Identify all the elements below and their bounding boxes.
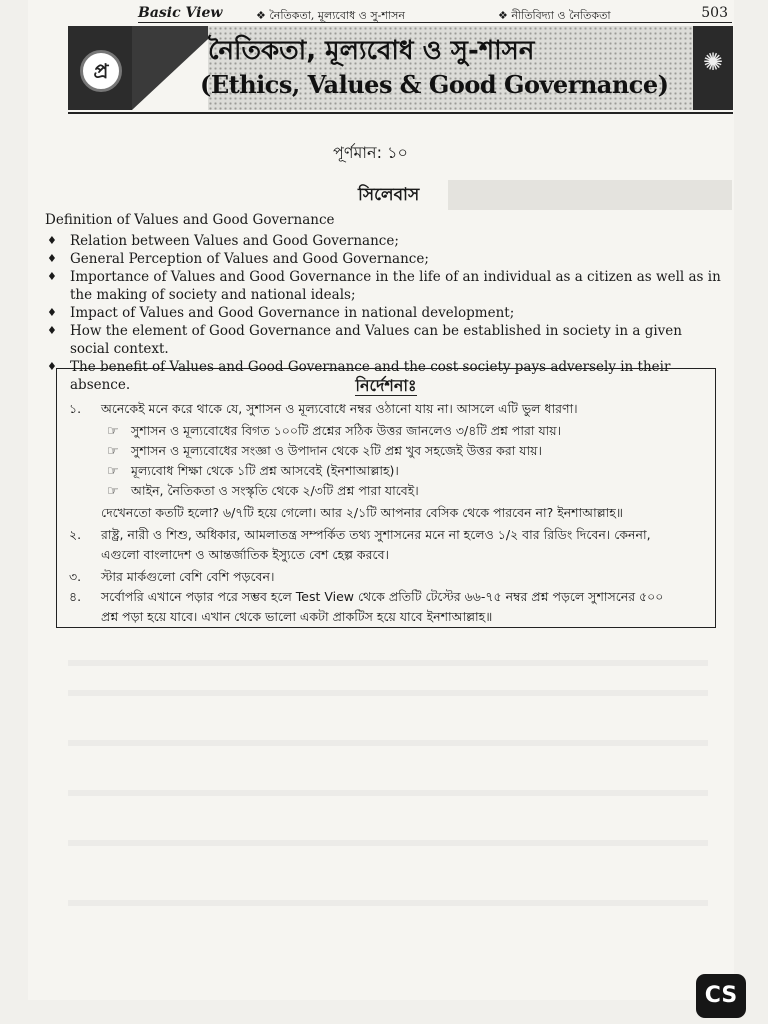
instruction-item-3: ৩. স্টার মার্কগুলো বেশি বেশি পড়বেন। [69, 569, 275, 584]
instruction-subitem: ☞ সুশাসন ও মূল্যবোধের বিগত ১০০টি প্রশ্নের সঠিক উত্তর জানলেও ৩/৪টি প্রশ্ন পারা যায়। [107, 421, 707, 442]
bullet-diamond-icon: ♦ [47, 324, 57, 337]
bullet-diamond-icon: ♦ [47, 234, 57, 247]
header-chapter: ❖ নৈতিকতা, মূল্যবোধ ও সু-শাসন [256, 9, 405, 22]
syllabus-item: ♦ Impact of Values and Good Governance in national development; [47, 305, 515, 321]
bullet-diamond-icon: ♦ [47, 360, 57, 373]
bullet-diamond-icon: ♦ [47, 306, 57, 319]
full-marks: পূর্ণমান: ১০ [333, 143, 408, 162]
syllabus-item: ♦ How the element of Good Governance and Values can be established in society in a given social context. [47, 323, 682, 357]
chapter-title-bengali: নৈতিকতা, মূল্যবোধ ও সু-শাসন [208, 36, 535, 66]
instruction-item-1: ১. অনেকেই মনে করে থাকে যে, সুশাসন ও মূল্যবোধে নম্বর ওঠানো যায় না। আসলে এটি ভুল ধারণা। [69, 401, 578, 416]
book-page [28, 0, 734, 1000]
syllabus-title: সিলেবাস [358, 185, 420, 205]
instructions-box [56, 368, 716, 628]
header-subject: ❖ নীতিবিদ্যা ও নৈতিকতা [498, 9, 611, 22]
syllabus-item: ♦ Relation between Values and Good Governance; [47, 233, 399, 249]
camscanner-watermark: CS [696, 974, 746, 1018]
chapter-banner [68, 26, 733, 110]
instruction-item-2: ২. রাষ্ট্র, নারী ও শিশু, অধিকার, আমলাতন্ত্র সম্পর্কিত তথ্য সুশাসনের মনে না হলেও ১/২ বার রিডিং দিবেন। কেননা, এগুলো বাংলাদেশ ও আন্তর্জাতিক ইস্যুতে বেশ হেল্প করবে। [69, 527, 651, 562]
bleed-through [68, 660, 708, 666]
syllabus-item: ♦ General Perception of Values and Good Governance; [47, 251, 429, 267]
pointing-hand-icon: ☞ [107, 424, 119, 439]
publisher-logo-icon: প্র [80, 50, 122, 92]
bleed-through [68, 690, 708, 696]
instructions-title: নির্দেশনাঃ [355, 376, 417, 395]
scan-smudge [448, 180, 732, 210]
syllabus-item: ♦ Importance of Values and Good Governance in the life of an individual as a citizen as well as in the making of society and national ideals; [47, 269, 721, 303]
bullet-diamond-icon: ♦ [47, 270, 57, 283]
ornament-panel [693, 26, 733, 110]
instruction-subitem: ☞ মূল্যবোধ শিক্ষা থেকে ১টি প্রশ্ন আসবেই (ইনশাআল্লাহ)। [107, 461, 707, 482]
pointing-hand-icon: ☞ [107, 464, 119, 479]
instruction-item-4: ৪. সর্বোপরি এখানে পড়ার পরে সম্ভব হলে Test View থেকে প্রতিটি টেস্টের ৬৬-৭৫ নম্বর প্রশ্ন পড়লে সুশাসনের ৫০০ প্রশ্ন পড়া হয়ে যাবে। এখান থেকে ভালো একটা প্রাকটিস হয়ে যাবে ইনশাআল্লাহ॥ [69, 589, 664, 624]
syllabus-item: ♦ The benefit of Values and Good Governance and the cost society pays adversely in their absence. [47, 359, 671, 393]
header-rule [138, 22, 732, 23]
logo-panel [68, 26, 132, 110]
ornament-star-icon: ✺ [702, 48, 724, 76]
instruction-subitem: ☞ আইন, নৈতিকতা ও সংস্কৃতি থেকে ২/৩টি প্রশ্ন পারা যাবেই। [107, 481, 707, 502]
page-number: 503 [701, 5, 728, 21]
running-header [138, 5, 728, 23]
syllabus-heading: Definition of Values and Good Governance [45, 212, 335, 228]
banner-underline [68, 112, 733, 114]
bleed-through [68, 900, 708, 906]
instruction-subitem: ☞ সুশাসন ও মূল্যবোধের সংজ্ঞা ও উপাদান থেকে ২টি প্রশ্ন খুব সহজেই উত্তর করা যায়। [107, 441, 707, 462]
bleed-through [68, 790, 708, 796]
pointing-hand-icon: ☞ [107, 484, 119, 499]
chapter-title-english: (Ethics, Values & Good Governance) [200, 70, 669, 99]
pointing-hand-icon: ☞ [107, 444, 119, 459]
bullet-diamond-icon: ♦ [47, 252, 57, 265]
bleed-through [68, 840, 708, 846]
book-title: Basic View [138, 5, 223, 21]
bleed-through [68, 740, 708, 746]
instruction-item-1-tail: দেখেনতো কতটি হলো? ৬/৭টি হয়ে গেলো। আর ২/১টি আপনার বেসিক থেকে পারবেন না? ইনশাআল্লাহ॥ [101, 505, 623, 520]
